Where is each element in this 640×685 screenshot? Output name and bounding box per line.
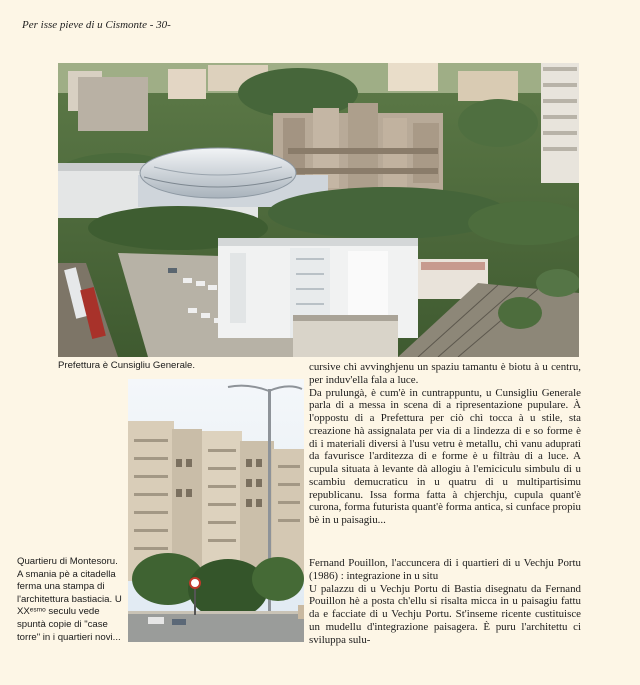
figure-caption-prefettura: Prefettura è Cunsigliu Generale. (58, 360, 196, 371)
running-header: Per isse pieve di u Cismonte - 30- (22, 19, 171, 31)
section-heading: Fernand Pouillon, l'accuncera di i quartieri di u Vechju Portu (1986) : integrazione in u situ (309, 557, 581, 582)
article-column-lower (309, 557, 581, 646)
article-paragraph: Da prulungà, è cum'è in cuntrappuntu, u Cunsigliu Generale parla di a messa in scena di a ripresentazione pupulare. À l'oppostu di a Prefettura per ciò chì tocca à u stile, sta creazione hà assignalata per via di a lindezza di e so forme è di i materiali diversi à l'usu vetru è metallu, chì vanu adupratì da favurisce l'arditezza di e forme è u filtràu di a luce. A cupula situata à levante dà allogiu à l'emiciculu simbulu di u scambiu demucraticu in u quatru di u multipartisimu republicanu. Issa forma fatta à chjerchju, cupula quant'è curona, forma futurista quant'è forma antica, si cunface propiu bè in u paisagiu... (309, 386, 581, 526)
article-paragraph: cursive chì avvinghjenu un spaziu tamantu è biotu à u centru, per induv'ella fala a luce. (309, 361, 581, 386)
article-paragraph: U palazzu di u Vechju Portu di Bastia disegnatu da Fernand Pouillon hè a posta ch'ellu si risalta micca in u paisagiu fattu da e facciate di u Vechju Portu. St'inseme ricente custituisce un mudellu d'integrazione paisagera. È puru l'architettu ci sviluppa sulu- (309, 582, 581, 646)
article-column-upper (309, 361, 581, 527)
photo-montesoru-towers (128, 379, 304, 642)
figure-caption-montesoru: Quartieru di Montesoru. A smania pè a citadella ferma una stampa di l'architettura bastiacia. U XXᵉˢᵐᵒ seculu vede spuntà copie di "case torre" in i quartieri novi... (17, 556, 122, 643)
photo-prefettura-aerial (58, 63, 579, 357)
